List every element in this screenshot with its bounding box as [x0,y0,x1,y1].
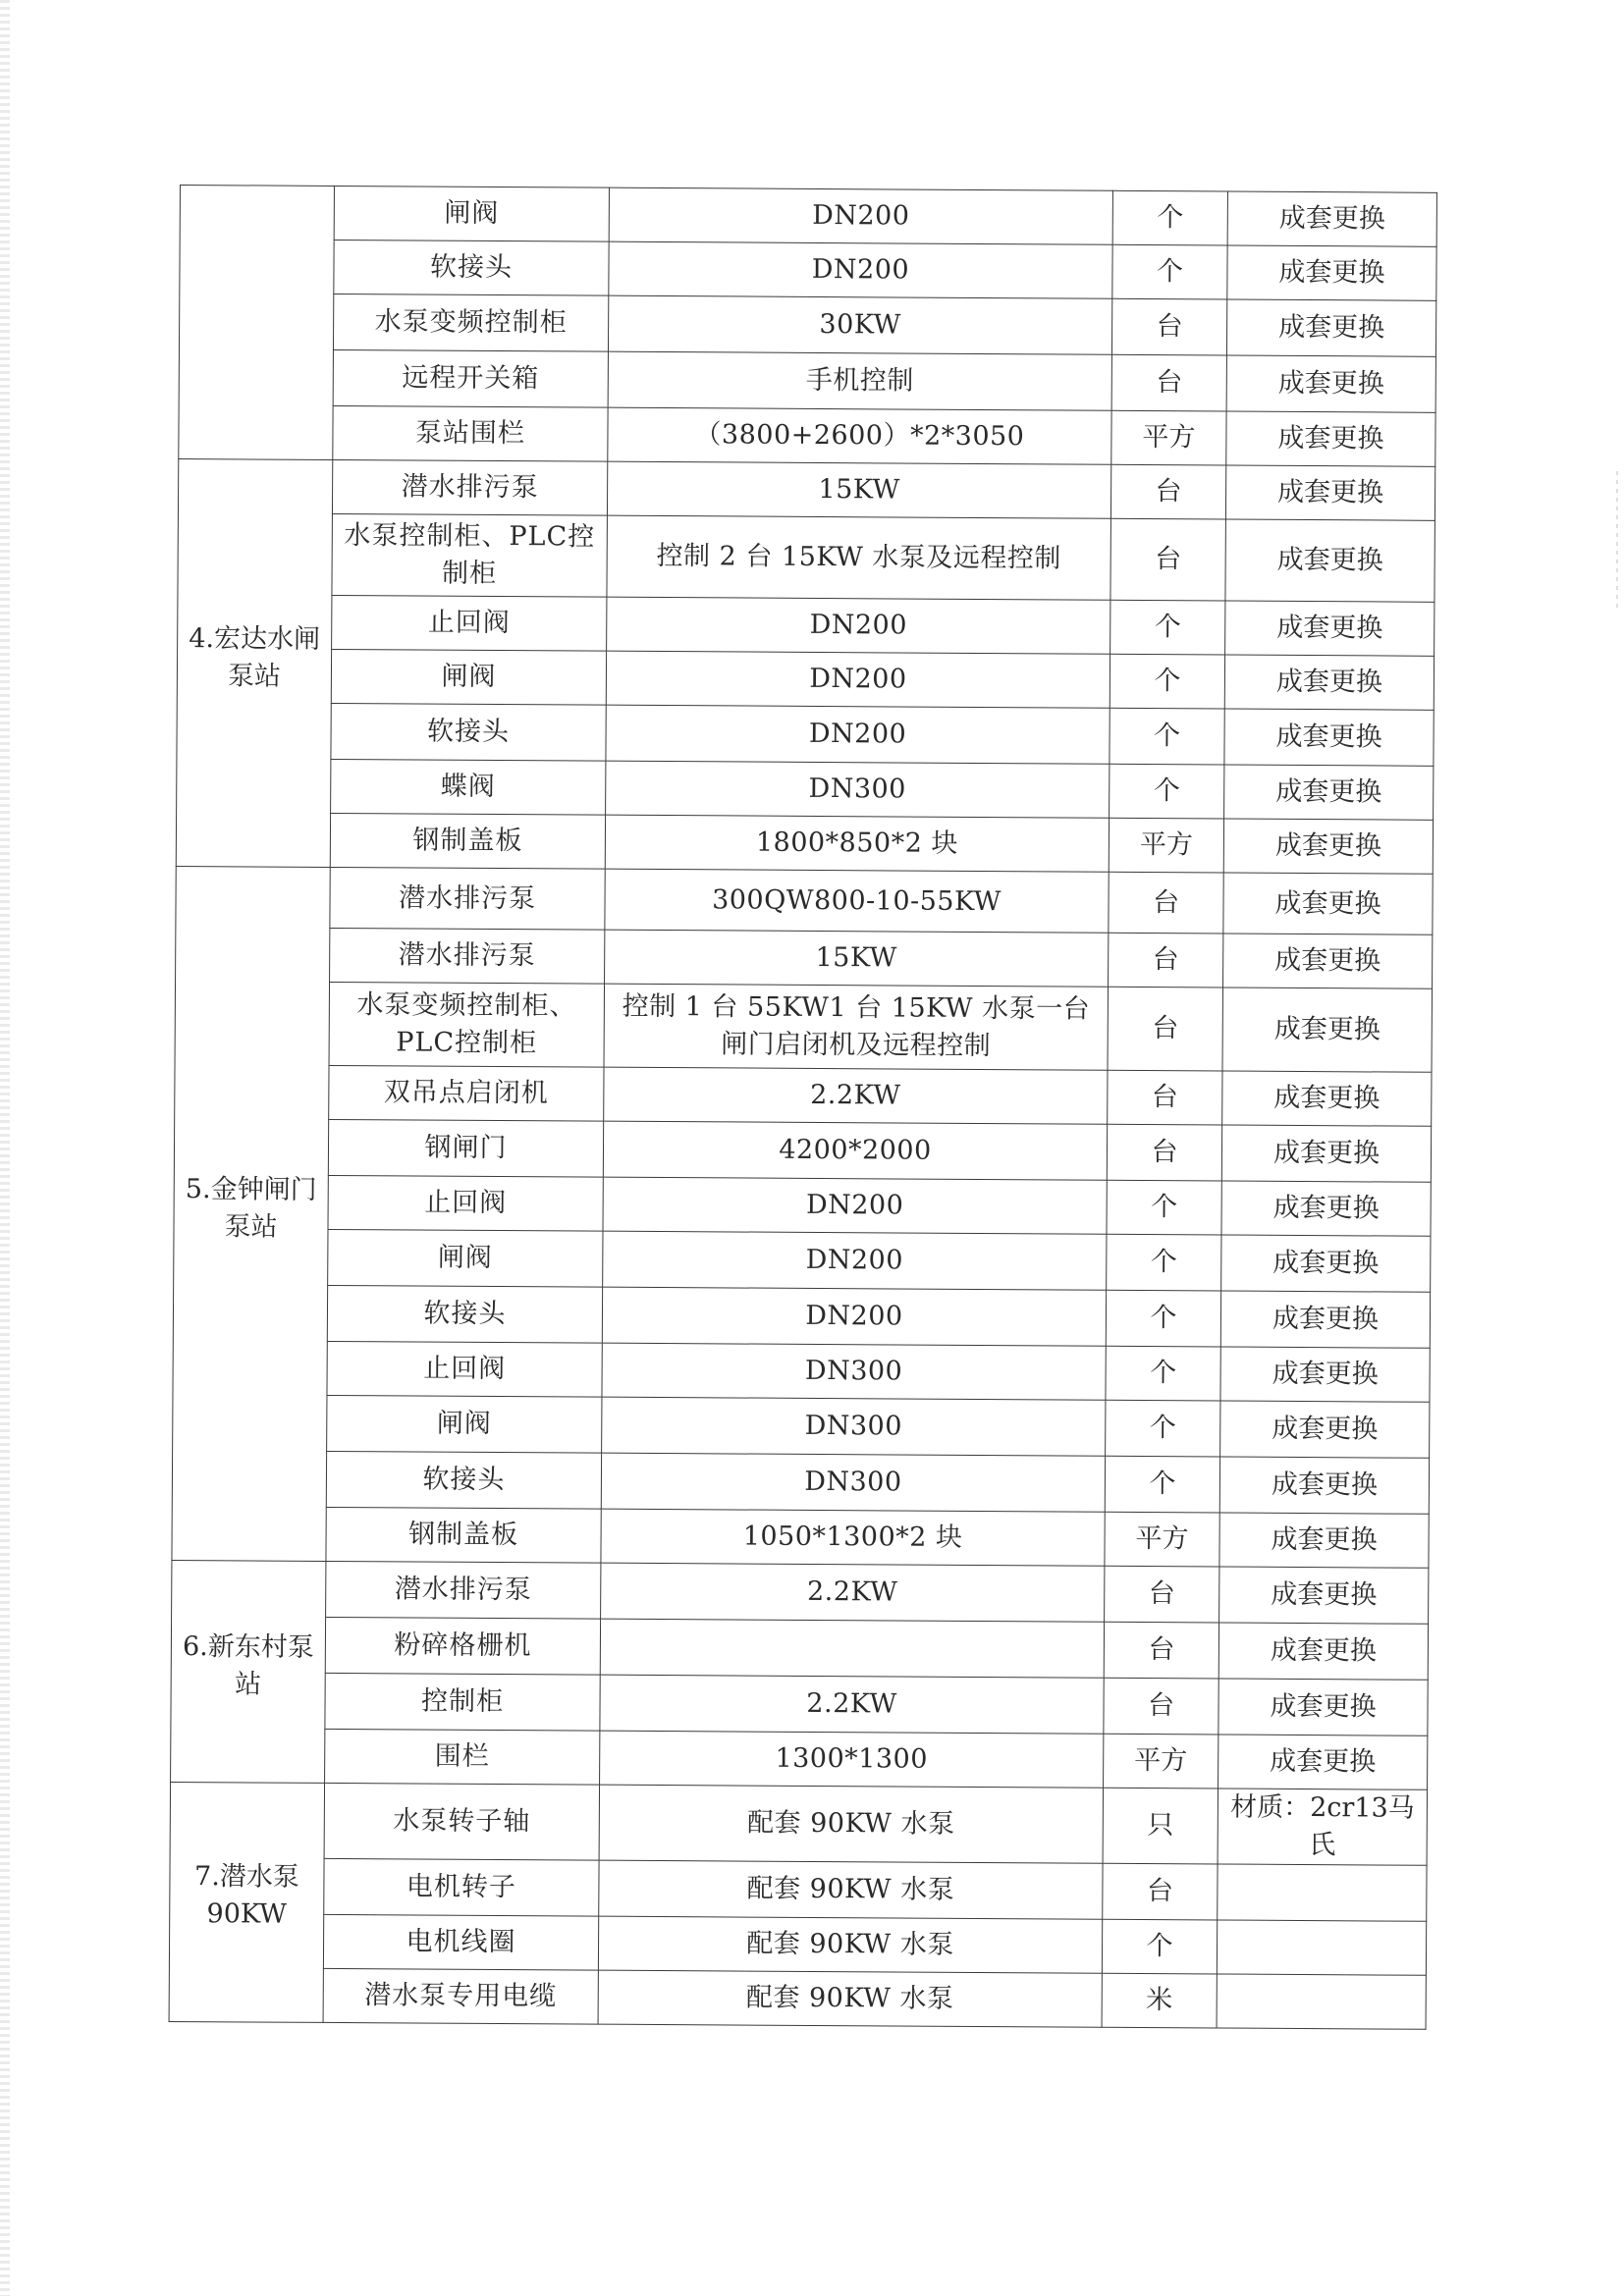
table-row [175,1064,1432,1126]
spec-table-body [169,186,1436,2030]
table-row [172,1560,1429,1624]
table-row [171,1616,1428,1680]
cell-name: 钢制盖板 [326,1507,601,1563]
cell-note: 成套更换 [1227,191,1436,246]
cell-spec: 1050*1300*2 块 [601,1509,1105,1566]
cell-note: 成套更换 [1227,245,1436,300]
cell-unit: 台 [1108,1070,1222,1125]
cell-name: 软接头 [331,703,606,761]
cell-name: 钢闸门 [328,1119,603,1177]
cell-note: 成套更换 [1221,1181,1431,1236]
cell-unit: 米 [1102,1973,1217,2028]
cell-name: 泵站围栏 [333,405,608,461]
cell-name: 水泵变频控制柜 [333,294,608,351]
cell-note: 成套更换 [1218,1679,1428,1735]
cell-name: 止回阀 [327,1341,602,1397]
table-row [170,1857,1427,1921]
cell-spec: （3800+2600）*2*3050 [608,407,1111,464]
cell-unit: 台 [1110,518,1226,601]
cell-note [1218,1864,1427,1921]
table-row [176,927,1433,988]
cell-spec: DN200 [603,1231,1107,1290]
cell-spec: DN200 [602,1287,1106,1346]
cell-name: 蝶阀 [331,759,606,815]
station-label [186,280,327,281]
station-label: 5.金钟闸门泵站 [185,1174,317,1243]
cell-unit: 个 [1106,1346,1220,1401]
cell-unit: 个 [1110,708,1224,765]
cell-name: 电机转子 [324,1858,599,1916]
cell-note: 成套更换 [1226,299,1435,356]
cell-name: 水泵转子轴 [324,1783,599,1860]
cell-spec: 2.2KW [604,1067,1108,1124]
cell-note: 成套更换 [1220,1401,1430,1458]
cell-unit: 平方 [1105,1512,1219,1567]
table-row [180,240,1436,301]
table-row [176,812,1433,874]
cell-spec: 配套 90KW 水泵 [599,1860,1103,1919]
cell-unit: 平方 [1104,1734,1218,1789]
cell-spec: 30KW [608,295,1111,354]
cell-unit: 个 [1110,600,1225,655]
table-row [171,1728,1428,1789]
table-row [178,458,1435,520]
cell-note: 成套更换 [1224,709,1434,766]
cell-spec: 配套 90KW 水泵 [599,1785,1103,1863]
cell-spec: 手机控制 [608,351,1111,410]
cell-spec: DN300 [602,1343,1106,1400]
cell-unit: 平方 [1109,818,1223,873]
table-row [175,981,1432,1072]
cell-unit: 台 [1109,872,1223,934]
cell-name: 双吊点启闭机 [329,1065,604,1121]
cell-unit: 个 [1107,1234,1221,1291]
cell-spec: 15KW [605,930,1109,987]
cell-spec: 2.2KW [601,1563,1105,1622]
cell-note: 成套更换 [1220,1347,1430,1402]
table-row [180,186,1436,247]
cell-spec: DN300 [601,1453,1105,1512]
cell-name: 止回阀 [332,595,607,651]
cell-unit: 台 [1110,464,1225,519]
table-row [179,348,1435,412]
cell-note: 成套更换 [1222,1071,1432,1126]
table-row [170,1782,1427,1865]
station-cell [179,186,335,460]
cell-note: 成套更换 [1224,655,1434,710]
cell-name: 闸阀 [328,1229,603,1287]
equipment-spec-table [169,185,1437,2030]
cell-note: 成套更换 [1223,873,1433,934]
cell-spec: 控制 1 台 55KW1 台 15KW 水泵一台闸门启闭机及远程控制 [604,984,1109,1070]
table-row [179,404,1435,466]
cell-spec: DN200 [603,1177,1107,1234]
table-row [174,1118,1431,1182]
cell-name: 远程开关箱 [333,349,608,407]
scan-edge-right [1616,471,1618,609]
cell-unit: 个 [1105,1456,1219,1513]
cell-name: 闸阀 [327,1395,602,1453]
station-cell [169,1782,324,2022]
cell-name: 钢制盖板 [330,813,605,869]
cell-unit: 台 [1111,298,1226,355]
cell-spec: DN200 [609,187,1112,244]
table-row [174,1228,1431,1292]
cell-note: 成套更换 [1219,1513,1429,1568]
station-cell [172,866,330,1561]
cell-note: 成套更换 [1225,601,1435,656]
cell-note: 成套更换 [1221,1235,1431,1292]
cell-name: 电机线圈 [323,1914,598,1970]
table-row [173,1340,1430,1402]
cell-name: 闸阀 [331,649,606,705]
cell-note [1217,1920,1426,1975]
cell-note [1217,1974,1426,2029]
cell-name: 软接头 [334,240,609,295]
cell-note: 成套更换 [1223,819,1433,874]
scan-edge-left [0,0,10,2296]
table-row [177,648,1434,710]
cell-unit: 台 [1104,1622,1218,1679]
table-row [174,1174,1431,1236]
cell-unit: 台 [1111,354,1226,411]
table-row [178,512,1435,602]
table-row [172,1506,1429,1568]
cell-unit: 个 [1110,654,1224,709]
cell-note: 成套更换 [1222,988,1433,1072]
cell-unit: 个 [1112,190,1227,245]
cell-spec: DN300 [606,761,1110,818]
cell-spec: DN200 [609,241,1112,298]
cell-name: 止回阀 [328,1175,603,1231]
cell-spec: 2.2KW [600,1675,1104,1734]
station-label: 4.宏达水闸泵站 [189,623,321,692]
cell-unit: 只 [1103,1788,1218,1864]
table-row [177,702,1434,766]
cell-name: 闸阀 [334,186,609,241]
cell-unit: 台 [1105,1566,1219,1623]
table-row [171,1672,1428,1735]
table-row [169,1913,1426,1975]
table-row [179,294,1435,357]
cell-unit: 个 [1112,244,1227,299]
cell-note: 成套更换 [1219,1567,1429,1624]
cell-note: 成套更换 [1225,465,1435,520]
cell-unit: 个 [1102,1919,1217,1974]
cell-note: 成套更换 [1220,1291,1430,1348]
cell-note: 成套更换 [1224,765,1434,820]
cell-name: 粉碎格栅机 [325,1617,600,1675]
cell-name: 水泵控制柜、PLC控制柜 [332,513,608,597]
cell-spec: DN200 [607,597,1110,654]
station-cell [176,458,333,867]
cell-unit: 个 [1107,1180,1221,1235]
cell-spec: 1800*850*2 块 [605,815,1109,872]
station-cell [171,1560,326,1783]
cell-name: 潜水排污泵 [330,928,605,984]
cell-spec: 配套 90KW 水泵 [598,1916,1102,1973]
table-row [178,594,1435,656]
cell-unit: 个 [1106,1400,1220,1457]
table-row [169,1967,1426,2029]
cell-spec: DN300 [602,1397,1106,1456]
cell-name: 水泵变频控制柜、PLC控制柜 [329,982,605,1067]
cell-unit: 个 [1106,1290,1220,1347]
cell-note: 成套更换 [1218,1623,1428,1680]
cell-name: 软接头 [327,1285,602,1343]
cell-spec: 控制 2 台 15KW 水泵及远程控制 [607,515,1110,600]
table-row [173,1394,1430,1458]
cell-name: 潜水排污泵 [332,459,607,515]
cell-name: 控制柜 [325,1673,600,1731]
cell-note: 成套更换 [1221,1125,1431,1182]
cell-unit: 台 [1103,1863,1218,1920]
cell-note: 成套更换 [1225,519,1435,602]
cell-spec: 300QW800-10-55KW [605,869,1109,933]
cell-note: 材质：2cr13马氏 [1218,1789,1427,1865]
cell-spec: 1300*1300 [600,1731,1104,1788]
cell-name: 潜水泵专用电缆 [323,1968,598,2024]
cell-unit: 平方 [1111,410,1226,465]
cell-name: 潜水排污泵 [326,1561,601,1619]
cell-spec: DN200 [606,705,1110,764]
cell-unit: 台 [1107,1124,1221,1181]
cell-note: 成套更换 [1226,355,1435,412]
station-label: 6.新东村泵站 [182,1631,314,1700]
cell-unit: 台 [1104,1678,1218,1735]
cell-note: 成套更换 [1218,1735,1428,1789]
cell-spec: DN200 [606,651,1110,708]
cell-spec: 15KW [607,461,1110,518]
cell-name: 围栏 [325,1729,600,1785]
cell-unit: 个 [1110,764,1224,819]
cell-unit: 台 [1108,987,1223,1071]
station-label: 7.潜水泵90KW [193,1861,299,1930]
cell-note: 成套更换 [1219,1457,1429,1514]
table-row [176,866,1433,934]
cell-note: 成套更换 [1223,934,1433,988]
cell-name: 潜水排污泵 [330,867,605,930]
cell-note: 成套更换 [1226,411,1435,466]
cell-spec: 4200*2000 [603,1121,1107,1180]
cell-spec: 配套 90KW 水泵 [598,1970,1102,2027]
cell-unit: 台 [1109,933,1223,988]
cell-name: 软接头 [326,1451,601,1509]
cell-spec [600,1619,1104,1678]
table-row [177,758,1434,820]
table-row [172,1450,1429,1514]
table-row [173,1284,1430,1348]
